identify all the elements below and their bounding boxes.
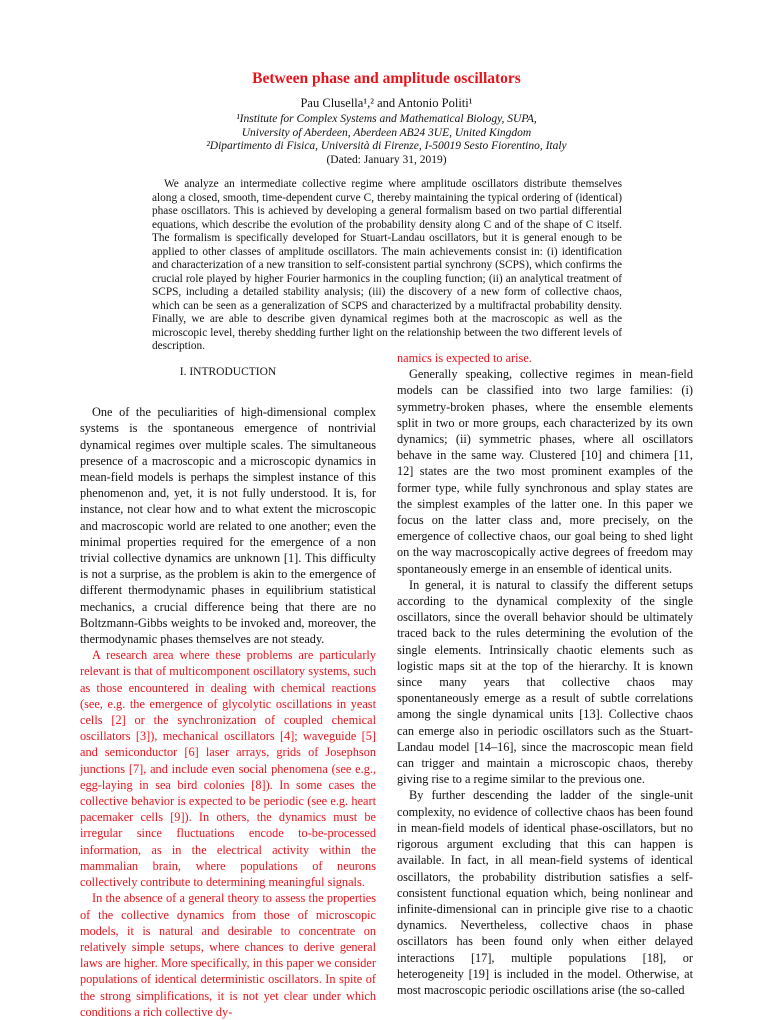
abstract: We analyze an intermediate collective regime where amplitude oscillators distribute themselves along a closed, smooth, time-dependent curve C, thereby maintaining the typical ordering of (identical) phase oscillators. This is achieved by developing a general formalism based on two partial differential equations, which describe the evolution of the probability density along C and of the shape of C itself. The formalism is specifically developed for Stuart-Landau oscillators, but it is general enough to be applied to other classes of amplitude oscillators. The main achievements consist in: (i) identification and characterization of a new transition to self-consistent partial synchrony (SCPS), which confirms the crucial role played by higher Fourier harmonics in the coupling function; (ii) an analytical treatment of SCPS, including a detailed stability analysis; (iii) the discovery of a new form of collective chaos, which can be seen as a generalization of SCPS and characterized by a multifractal probability density. Finally, we are able to describe given dynamical regimes both at the macroscopic as well as the microscopic level, thereby shedding further light on the relationship between the two different levels of description.	[152, 178, 622, 352]
affiliation-1-cont: University of Aberdeen, Aberdeen AB24 3UE, United Kingdom	[241, 126, 532, 139]
authors: Pau Clusella¹,² and Antonio Politi¹	[300, 96, 473, 110]
affiliation-2: ²Dipartimento di Fisica, Università di Firenze, I-50019 Sesto Fiorentino, Italy	[206, 140, 567, 152]
right-column	[397, 350, 693, 998]
affiliation-1: ¹Institute for Complex Systems and Mathematical Biology, SUPA,	[236, 113, 537, 125]
paragraph: Generally speaking, collective regimes in mean-field models can be classified into two large families: (i) symmetry-broken phases, where the ensemble elements split in two or more groups, each characterized by its own dynamics; (ii) symmetric phases, where all oscillators behave in the same way. Clustered [10] and chimera [11, 12] states are the two most prominent examples of the former type, while fully synchronous and splay states are the simplest examples of the latter one. In this paper we focus on the latter class and, more precisely, on the emergence of collective chaos, our goal being to shed light on the way macroscopically active degrees of freedom may spontaneously emerge in an ensemble of identical units.	[397, 367, 693, 576]
paper-title: Between phase and amplitude oscillators	[252, 70, 521, 87]
affiliations	[0, 113, 773, 167]
paragraph-highlighted: A research area where these problems are particularly relevant is that of multicomponent oscillatory systems, such as those encountered in dealing with chemical reactions (see, e.g. the emergence of glycolytic oscillations in yeast cells [2] or the synchronization of coupled chemical oscillators [3]), mechanical oscillators [4]; waveguide [5] and semiconductor [6] laser arrays, grids of Josephson junctions [7], and include even social phenomena (see e.g., egg-laying in sea bird colonies [8]). In some cases the collective behavior is expected to be periodic (see e.g. heart pacemaker cells [9]). In others, the dynamics must be irregular since fluctuations encode to-be-processed information, as in the electrical activity within the mammalian brain, where populations of neurons collectively contribute to determining meaningful signals.	[80, 648, 376, 890]
paragraph: One of the peculiarities of high-dimensional complex systems is the spontaneous emergence of nontrivial dynamical regimes over multiple scales. The simultaneous presence of a macroscopic and a microscopic dynamics in mean-field models is perhaps the simplest instance of this phenomenon and, yet, it is not fully understood. It is, for instance, not clear how and to what extent the microscopic and macroscopic world are related to one another; even the minimal properties required for the emergence of a non trivial collective dynamics are unknown [1]. This difficulty is not a surprise, as the problem is akin to the emergence of different thermodynamic phases in equilibrium statistical mechanics, a crucial difference being that there are no Boltzmann-Gibbs weights to be invoked and, moreover, the thermodynamic phases themselves are not steady.	[80, 405, 376, 647]
paragraph-highlighted: In the absence of a general theory to assess the properties of the collective dynamics from those of microscopic models, it is natural and desirable to concentrate on relatively simple setups, where chances to derive general laws are higher. More specifically, in this paper we consider populations of identical deterministic oscillators. In spite of the strong simplifications, it is not yet clear under which conditions a rich collective dy-	[80, 891, 376, 1019]
left-column	[80, 364, 376, 1020]
date: (Dated: January 31, 2019)	[326, 153, 447, 166]
paragraph: In general, it is natural to classify the different setups according to the dynamical complexity of the single oscillators, since the overall behavior should be ultimately traced back to the rules determining the evolution of the single elements. Intrinsically chaotic elements such as logistic maps sit at the top of the hierarchy. It is known since many years that collective chaos may sponentaneously emerge as a result of subtle correlations among the single dynamical units [13]. Collective chaos can emerge also in periodic oscillators such as the Stuart-Landau model [14–16], since the macroscopic mean field can trigger and maintain a microscopic chaos, thereby giving rise to a regime similar to the previous one.	[397, 577, 693, 787]
paragraph: By further descending the ladder of the single-unit complexity, no evidence of collective chaos has been found in mean-field models of identical phase-oscillators, but no rigorous argument excluding that this can happen is available. In fact, in all mean-field systems of identical oscillators, the probability distribution satisfies a self-consistent functional equation which, being nonlinear and infinite-dimensional can in principle give rise to a chaotic dynamics. Nevertheless, collective chaos in phase oscillators has been found only when either delayed interactions [17], multiple populations [18], or heterogeneity [19] is included in the model. Otherwise, at most macroscopic periodic oscillations arise (the so-called	[397, 788, 693, 997]
section-heading: I. INTRODUCTION	[179, 366, 277, 378]
paragraph-continuation: namics is expected to arise.	[397, 351, 532, 365]
